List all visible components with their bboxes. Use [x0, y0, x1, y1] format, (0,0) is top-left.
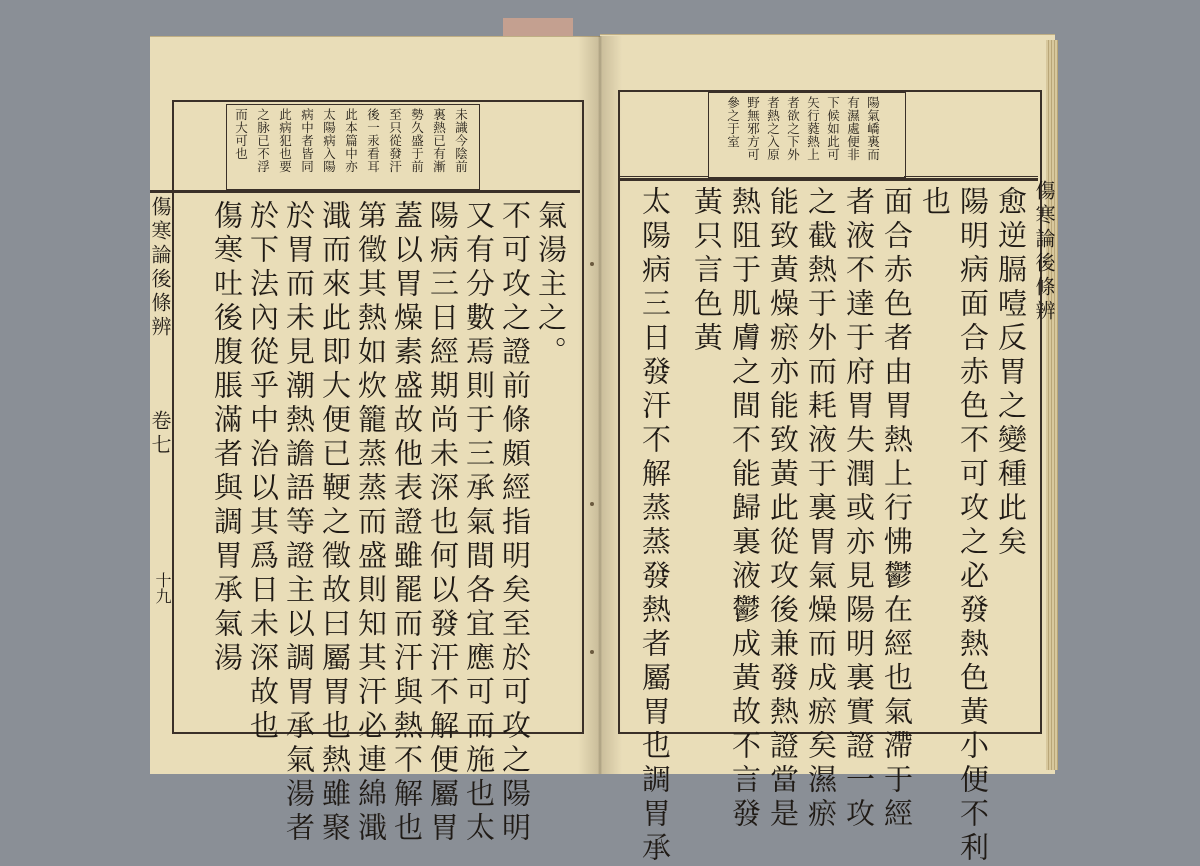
page-edge-stack [1046, 40, 1058, 770]
right-margin-title: 傷寒論後條辨 [1032, 180, 1056, 324]
spine-gutter [578, 36, 622, 774]
right-text-column: 太陽病三日發汗不解蒸蒸發熱者屬胃也調胃承 [638, 186, 672, 866]
right-text-column: 能致黃燥瘀亦能致黃此從攻後兼發熱證當是 [766, 186, 800, 832]
left-note-col: 後一汞看耳 [365, 108, 381, 173]
left-note-col: 此本篇中亦 [343, 108, 359, 173]
right-note-col: 有濕處便非 [845, 96, 861, 161]
left-text-column: 又有分數焉則于三承氣間各宜應可而施也太 [462, 200, 496, 846]
left-header-rule [150, 190, 580, 193]
left-text-column: 氣湯主之。 [534, 200, 568, 370]
right-header-rule [618, 178, 1038, 181]
stitch-hole [590, 650, 594, 654]
left-text-column: 傷寒吐後腹脹滿者與調胃承氣湯 [210, 200, 244, 676]
right-note-col: 矢行蕤熱上 [805, 96, 821, 161]
right-text-column: 黃只言色黃 [690, 186, 724, 356]
stitch-hole [590, 262, 594, 266]
left-margin-volume: 卷七 [148, 410, 172, 458]
right-text-column: 之截熱于外而耗液于裏胃氣燥而成瘀矣濕瘀 [804, 186, 838, 832]
header-divider [618, 176, 708, 177]
right-note-col: 陽氣嶠裏而 [865, 96, 881, 161]
left-note-col: 至只從發汗 [387, 108, 403, 173]
stitch-hole [590, 502, 594, 506]
left-text-column: 第徵其熱如炊籠蒸蒸而盛則知其汗必連綿濈 [354, 200, 388, 846]
right-text-column: 愈逆膈噎反胃之變種此矣 [994, 186, 1028, 560]
left-note-col: 裏熱已有漸 [431, 108, 447, 173]
left-margin-title: 傷寒論後條辨 [148, 196, 172, 340]
left-text-column: 於下法內從乎中治以其爲日未深故也 [246, 200, 280, 744]
left-note-col: 而大可也 [233, 108, 249, 160]
right-note-col: 野無邪方可 [745, 96, 761, 161]
right-text-column: 面合赤色者由胃熱上行怫鬱在經也氣滯于經 [880, 186, 914, 832]
left-note-col: 太陽病入陽 [321, 108, 337, 173]
left-text-column: 陽病三日經期尚未深也何以發汗不解便屬胃 [426, 200, 460, 846]
left-text-column: 蓋以胃燥素盛故他表證雖罷而汗與熱不解也 [390, 200, 424, 846]
left-note-col: 之脉已不浮 [255, 108, 271, 173]
left-note-col: 病中者皆同 [299, 108, 315, 173]
left-text-column: 不可攻之證前條頗經指明矣至於可攻之陽明 [498, 200, 532, 846]
left-text-column: 濈而來此即大便已鞕之徵故曰屬胃也熱雖聚 [318, 200, 352, 846]
right-note-col: 下候如此可 [825, 96, 841, 161]
left-margin-page-number: 十九 [153, 572, 172, 604]
left-note-col: 未識今陰前 [453, 108, 469, 173]
right-text-column: 者液不達于府胃失潤或亦見陽明裏實證一攻 [842, 186, 876, 832]
right-text-column: 也 [918, 186, 952, 220]
right-note-col: 者熱之入原 [765, 96, 781, 161]
header-divider [904, 176, 1038, 177]
right-text-column: 陽明病面合赤色不可攻之必發熱色黃小便不利 [956, 186, 990, 866]
left-note-col: 勢久盛于前 [409, 108, 425, 173]
right-note-col: 者欲之下外 [785, 96, 801, 161]
right-text-column: 熱阻于肌膚之間不能歸裏液鬱成黃故不言發 [728, 186, 762, 832]
right-note-col: 參之于室 [725, 96, 741, 148]
left-text-column: 於胃而未見潮熱譫語等證主以調胃承氣湯者 [282, 200, 316, 846]
left-note-col: 此病犯也要 [277, 108, 293, 173]
